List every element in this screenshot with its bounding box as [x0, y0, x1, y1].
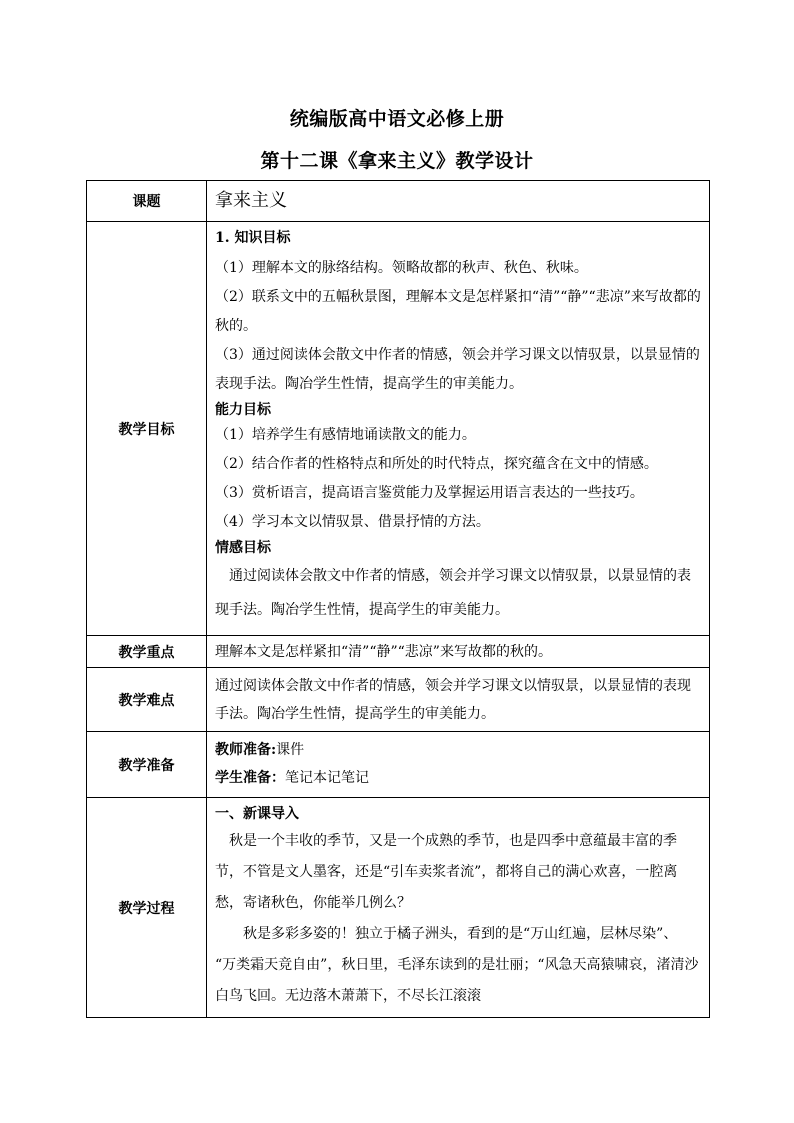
knowledge-item-1: （1）理解本文的脉络结构。领略故都的秋声、秋色、秋味。: [215, 260, 588, 276]
row-difficulties: [87, 668, 710, 732]
ability-item-4: （4）学习本文以情驭景、借景抒情的方法。: [215, 514, 490, 530]
emotion-text: 通过阅读体会散文中作者的情感，领会并学习课文以情驭景，以景显情的表现手法。陶冶学生性情，提高学生的审美能力。: [215, 568, 691, 618]
ability-item-2: （2）结合作者的性格特点和所处的时代特点，探究蕴含在文中的情感。: [215, 456, 658, 472]
row-topic: [87, 181, 710, 222]
lesson-plan-table: [86, 180, 710, 1018]
process-paragraph-2: 秋是多彩多姿的！独立于橘子洲头，看到的是“万山红遍，层林尽染”、 “万类霜天竞自由”，秋日里，毛泽东读到的是壮丽；“风急天高猿啸哀，渚清沙白鸟飞回。无边落木萧萧下，不尽长江滚滚: [215, 926, 699, 1004]
label-key-points: 教学重点: [87, 636, 207, 668]
row-process: [87, 798, 710, 1018]
topic-value-cell: [207, 181, 710, 222]
process-cell: [207, 798, 710, 1018]
ability-item-1: （1）培养学生有感情地诵读散文的能力。: [215, 427, 476, 443]
student-preparation: [215, 764, 701, 792]
goals-cell: [207, 222, 710, 636]
process-paragraph-1: 秋是一个丰收的季节，又是一个成熟的季节，也是四季中意蕴最丰富的季节，不管是文人墨客，还是“引车卖浆者流”，都将自己的满心欢喜，一腔离愁，寄诸秋色，你能举几例么？: [215, 833, 678, 911]
label-process: 教学过程: [87, 798, 207, 1018]
row-key-points: [87, 636, 710, 668]
teacher-preparation-label: 教师准备:: [215, 742, 277, 758]
label-preparation: 教学准备: [87, 732, 207, 798]
teacher-preparation: [215, 736, 701, 764]
ability-item-3: （3）赏析语言，提高语言鉴赏能力及掌握运用语言表达的一些技巧。: [215, 485, 644, 501]
row-goals: [87, 222, 710, 636]
key-points-text: 理解本文是怎样紧扣“清”“静”“悲凉”来写故都的秋的。: [207, 636, 710, 668]
knowledge-item-2: （2）联系文中的五幅秋景图，理解本文是怎样紧扣“清”“静”“悲凉”来写故都的秋的。: [215, 289, 701, 334]
knowledge-heading: 1. 知识目标: [215, 230, 291, 246]
process-section-heading: 一、新课导入: [215, 806, 299, 822]
lesson-title: 第十二课《拿来主义》教学设计: [260, 150, 534, 172]
difficulties-text: 通过阅读体会散文中作者的情感，领会并学习课文以情驭景，以景显情的表现手法。陶冶学生性情，提高学生的审美能力。: [207, 668, 710, 732]
knowledge-item-3: （3）通过阅读体会散文中作者的情感，领会并学习课文以情驭景，以景显情的表现手法。陶冶学生性情，提高学生的审美能力。: [215, 347, 700, 392]
label-topic: 课题: [87, 181, 207, 222]
row-preparation: [87, 732, 710, 798]
ability-heading: 能力目标: [215, 402, 271, 418]
student-preparation-value: 笔记本记笔记: [285, 770, 369, 786]
label-difficulties: 教学难点: [87, 668, 207, 732]
lesson-name: 拿来主义: [215, 190, 287, 211]
emotion-heading: 情感目标: [215, 540, 271, 556]
document-title: 统编版高中语文必修上册: [289, 108, 505, 130]
label-goals: 教学目标: [87, 222, 207, 636]
preparation-cell: [207, 732, 710, 798]
student-preparation-label: 学生准备：: [215, 770, 285, 786]
teacher-preparation-value: 课件: [276, 742, 305, 758]
